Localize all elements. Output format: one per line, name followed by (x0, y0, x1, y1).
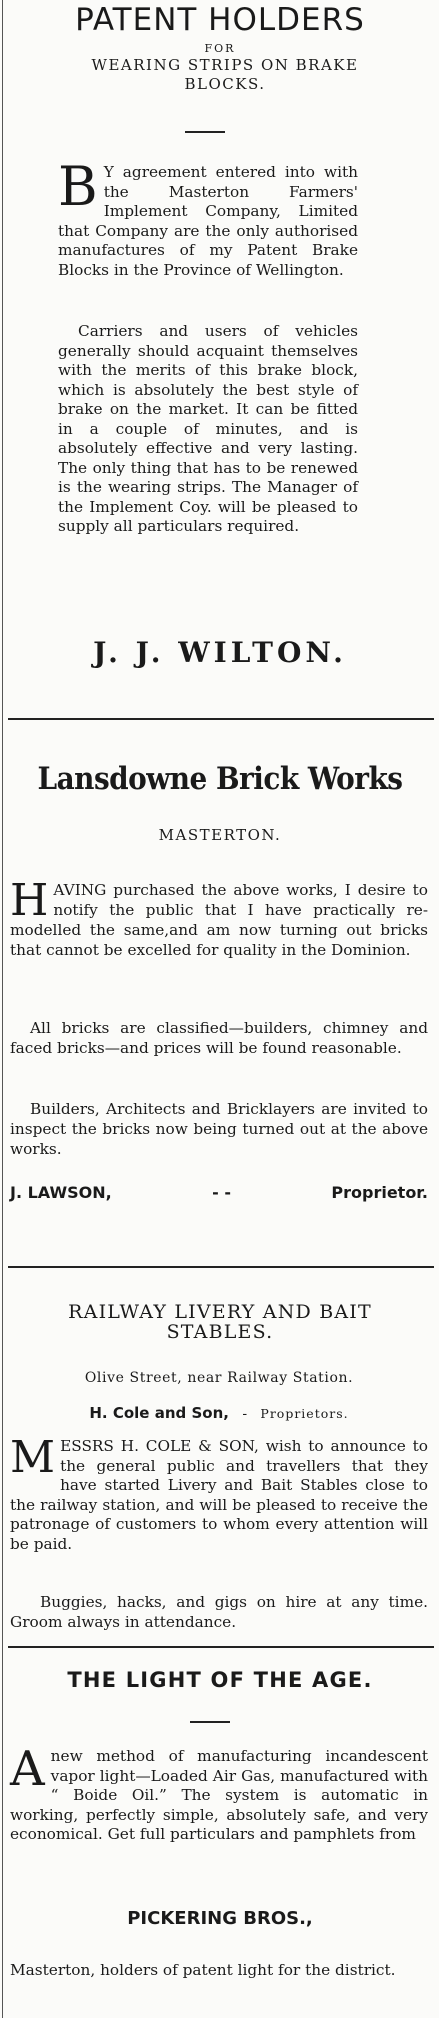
short-rule (190, 1721, 230, 1723)
patent-subtitle: WEARING STRIPS ON BRAKE BLOCKS. (91, 56, 359, 93)
light-paragraph-1-text: new method of manufacturing incandescent vapor light—Loaded Air Gas, manufactured with “ Boide Oil.” The system is automatic in working, perfectly simple, absolutely safe, and very economical. Get full particulars and pamphlets from (10, 1747, 428, 1843)
drop-cap: B (58, 155, 98, 218)
livery-firm-label: Proprietors. (260, 1406, 349, 1421)
patent-paragraph-1-text: Y agreement entered into with the Masterton Farmers' Implement Company, Limited that Company are the only authorised manufactures of my Patent Brake Blocks in the Province of Wellington. (58, 163, 358, 279)
section-rule (8, 718, 434, 720)
livery-title: RAILWAY LIVERY AND BAIT STABLES. (68, 1301, 372, 1343)
brick-paragraph-3: Builders, Architects and Bricklayers are invited to inspect the bricks now being turned out at the above works. (10, 1100, 428, 1158)
drop-cap: H (10, 875, 49, 926)
drop-cap: M (10, 1432, 56, 1483)
light-paragraph-2: Masterton, holders of patent light for the district. (10, 1961, 396, 1979)
brick-paragraph-1 (10, 875, 428, 960)
section-rule (8, 1646, 434, 1648)
patent-signature: J. J. WILTON. (93, 636, 347, 669)
light-paragraph-1 (10, 1741, 428, 1845)
livery-paragraph-1-text: ESSRS H. COLE & SON, wish to announce to the general public and travellers that they have started Livery and Bait Stables close to the railway station, and will be pleased to receive the patronage of customers to whom every attention will be paid. (10, 1437, 428, 1553)
proprietor-label: Proprietor. (331, 1183, 428, 1202)
brick-works-title: Lansdowne Brick Works (37, 761, 403, 797)
short-rule (185, 131, 225, 133)
brick-paragraph-1-text: AVING purchased the above works, I desire to notify the public that I have practically re-modelled the same,and am now turning out bricks that cannot be excelled for quality in the Dominion. (10, 881, 428, 959)
livery-firm: H. Cole and Son, (89, 1404, 229, 1422)
brick-proprietor-line (10, 1183, 428, 1202)
livery-dash: - (242, 1406, 248, 1422)
livery-paragraph-1 (10, 1432, 428, 1554)
column-rule (2, 0, 3, 2018)
light-firm: PICKERING BROS., (127, 1908, 313, 1929)
patent-paragraph-1 (58, 155, 358, 280)
section-rule (8, 1266, 434, 1268)
livery-paragraph-2: Buggies, hacks, and gigs on hire at any time. Groom always in attendance. (10, 1593, 428, 1631)
proprietor-name: J. LAWSON, (10, 1183, 112, 1202)
drop-cap: A (10, 1741, 45, 1797)
patent-for-label: FOR (204, 42, 236, 55)
patent-paragraph-2: Carriers and users of vehicles generally should acquaint themselves with the merits of this brake block, which is absolutely the best style of brake on the market. It can be fitted in a couple of minutes, and is absolutely effective and very lasting. The only thing that has to be renewed is the wearing strips. The Manager of the Implement Coy. will be pleased to supply all particulars required. (58, 322, 358, 535)
patent-holders-title: PATENT HOLDERS (75, 2, 365, 38)
livery-address: Olive Street, near Railway Station. (84, 1370, 354, 1386)
light-title: THE LIGHT OF THE AGE. (67, 1668, 373, 1692)
livery-proprietors-line (10, 1404, 428, 1422)
proprietor-dashes: - - (212, 1183, 231, 1202)
brick-paragraph-2: All bricks are classified—builders, chimney and faced bricks—and prices will be found reasonable. (10, 1019, 428, 1057)
brick-works-place: MASTERTON. (158, 826, 282, 844)
